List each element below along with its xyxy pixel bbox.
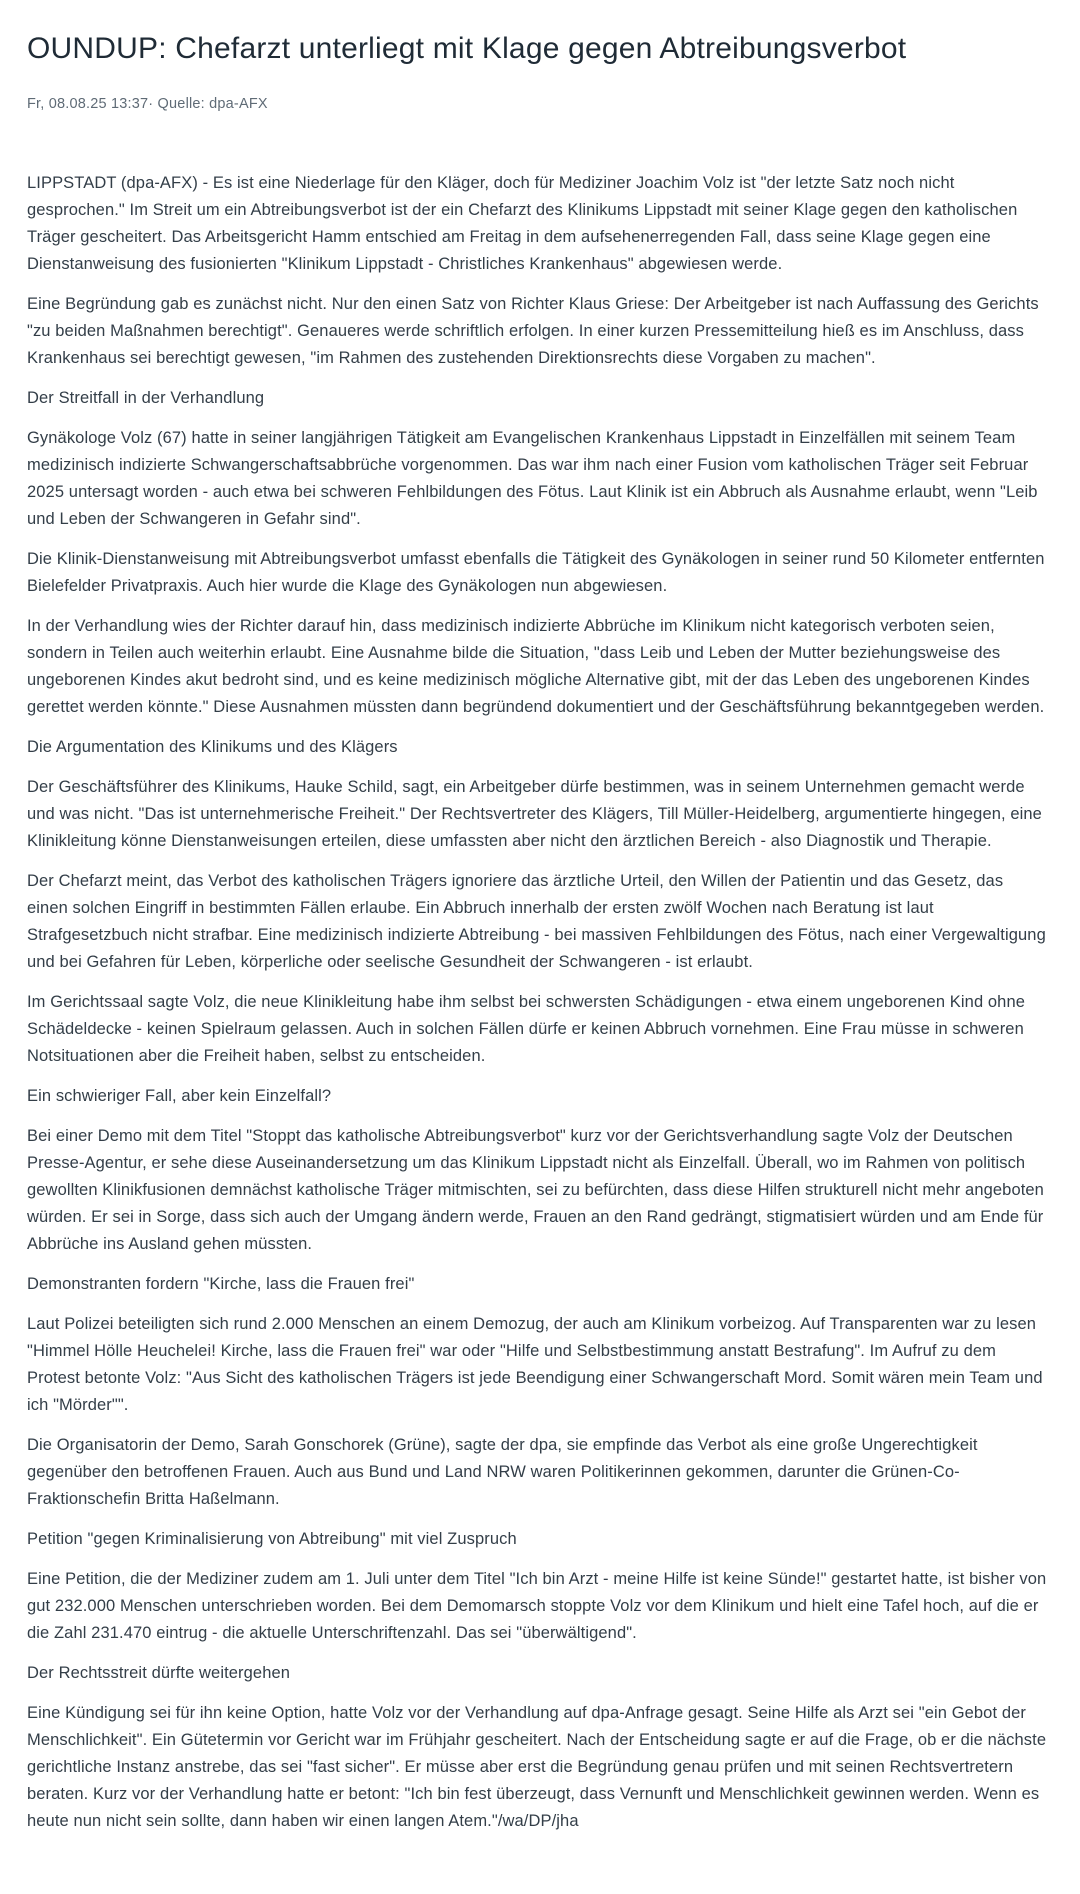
- article-paragraph: Der Geschäftsführer des Klinikums, Hauke Schild, sagt, ein Arbeitgeber dürfe bestimmen, was in seinem Unternehmen gemacht werde und was nicht. "Das ist unternehmerische Freiheit." Der Rechtsvertreter des Klägers, Till Müller-Heidelberg, argumentierte hingegen, eine Klinikleitung könne Dienstanweisungen erteilen, diese umfassten aber nicht den ärztlichen Bereich - also Diagnostik und Therapie.: [27, 778, 1042, 850]
- article-paragraph: Eine Petition, die der Mediziner zudem am 1. Juli unter dem Titel "Ich bin Arzt - meine Hilfe ist keine Sünde!" gestartet hatte, ist bisher von gut 232.000 Menschen unterschrieben worden. Bei dem Demomarsch stoppte Volz vor dem Klinikum und hielt eine Tafel hoch, auf die er die Zahl 231.470 eintrug - die aktuelle Unterschriftenzahl. Das sei "überwältigend".: [27, 1570, 1047, 1642]
- article-paragraph: Im Gerichtssaal sagte Volz, die neue Klinikleitung habe ihm selbst bei schwersten Schädigungen - etwa einem ungeborenen Kind ohne Schädeldecke - keinen Spielraum gelassen. Auch in solchen Fällen dürfe er keinen Abbruch vornehmen. Eine Frau müsse in schweren Notsituationen aber die Freiheit haben, selbst zu entscheiden.: [27, 993, 1026, 1065]
- article-paragraph: Die Organisatorin der Demo, Sarah Gonschorek (Grüne), sagte der dpa, sie empfinde das Verbot als eine große Ungerechtigkeit gegenüber den betroffenen Frauen. Auch aus Bund und Land NRW waren Politikerinnen gekommen, darunter die Grünen-Co-Fraktionschefin Britta Haßelmann.: [27, 1436, 978, 1508]
- section-heading: Der Streitfall in der Verhandlung: [27, 389, 265, 407]
- article-body: [27, 170, 1048, 1835]
- section-heading: Demonstranten fordern "Kirche, lass die Frauen frei": [27, 1275, 415, 1293]
- section-heading: Der Rechtsstreit dürfte weitergehen: [27, 1664, 291, 1682]
- section-heading: Petition "gegen Kriminalisierung von Abtreibung" mit viel Zuspruch: [27, 1530, 517, 1548]
- article-paragraph: Laut Polizei beteiligten sich rund 2.000 Menschen an einem Demozug, der auch am Klinikum vorbeizog. Auf Transparenten war zu lesen "Himmel Hölle Heuchelei! Kirche, lass die Frauen frei" war oder "Hilfe und Selbstbestimmung anstatt Bestrafung". Im Aufruf zu dem Protest betonte Volz: "Aus Sicht des katholischen Trägers ist jede Beendigung einer Schwangerschaft Mord. Somit wären mein Team und ich "Mörder"".: [27, 1315, 1043, 1414]
- article-paragraph: Die Klinik-Dienstanweisung mit Abtreibungsverbot umfasst ebenfalls die Tätigkeit des Gynäkologen in seiner rund 50 Kilometer entfernten Bielefelder Privatpraxis. Auch hier wurde die Klage des Gynäkologen nun abgewiesen.: [27, 550, 1045, 595]
- article-paragraph: LIPPSTADT (dpa-AFX) - Es ist eine Niederlage für den Kläger, doch für Mediziner Joachim Volz ist "der letzte Satz noch nicht gesprochen." Im Streit um ein Abtreibungsverbot ist der ein Chefarzt des Klinikums Lippstadt mit seiner Klage gegen den katholischen Träger gescheitert. Das Arbeitsgericht Hamm entschied am Freitag in dem aufsehenerregenden Fall, dass seine Klage gegen eine Dienstanweisung des fusionierten "Klinikum Lippstadt - Christliches Krankenhaus" abgewiesen werde.: [27, 174, 1018, 273]
- article-meta: Fr, 08.08.25 13:37· Quelle: dpa-AFX: [27, 96, 268, 112]
- article-paragraph: In der Verhandlung wies der Richter darauf hin, dass medizinisch indizierte Abbrüche im Klinikum nicht kategorisch verboten seien, sondern in Teilen auch weiterhin erlaubt. Eine Ausnahme bilde die Situation, "dass Leib und Leben der Mutter beziehungsweise des ungeborenen Kindes akut bedroht sind, und es keine medizinisch mögliche Alternative gibt, mit der das Leben des ungeborenen Kindes gerettet werden könnte." Diese Ausnahmen müssten dann begründend dokumentiert und der Geschäftsführung bekanntgegeben werden.: [27, 617, 1045, 716]
- article-paragraph: Gynäkologe Volz (67) hatte in seiner langjährigen Tätigkeit am Evangelischen Krankenhaus Lippstadt in Einzelfällen mit seinem Team medizinisch indizierte Schwangerschaftsabbrüche vorgenommen. Das war ihm nach einer Fusion vom katholischen Träger seit Februar 2025 untersagt worden - auch etwa bei schweren Fehlbildungen des Fötus. Laut Klinik ist ein Abbruch als Ausnahme erlaubt, wenn "Leib und Leben der Schwangeren in Gefahr sind".: [27, 429, 1038, 528]
- section-heading: Ein schwieriger Fall, aber kein Einzelfall?: [27, 1087, 332, 1105]
- article-paragraph: Eine Begründung gab es zunächst nicht. Nur den einen Satz von Richter Klaus Griese: Der Arbeitgeber ist nach Auffassung des Gerichts "zu beiden Maßnahmen berechtigt". Genaueres werde schriftlich erfolgen. In einer kurzen Pressemitteilung hieß es im Anschluss, dass Krankenhaus sei berechtigt gewesen, "im Rahmen des zustehenden Direktionsrechts diese Vorgaben zu machen".: [27, 295, 1039, 367]
- article-paragraph: Bei einer Demo mit dem Titel "Stoppt das katholische Abtreibungsverbot" kurz vor der Gerichtsverhandlung sagte Volz der Deutschen Presse-Agentur, er sehe diese Auseinandersetzung um das Klinikum Lippstadt nicht als Einzelfall. Überall, wo im Rahmen von politisch gewollten Klinikfusionen demnächst katholische Träger mitmischten, sei zu befürchten, dass diese Hilfen strukturell nicht mehr angeboten würden. Er sei in Sorge, dass sich auch der Umgang ändern werde, Frauen an den Rand gedrängt, stigmatisiert würden und am Ende für Abbrüche ins Ausland gehen müssten.: [27, 1127, 1044, 1253]
- section-heading: Die Argumentation des Klinikums und des Klägers: [27, 738, 398, 756]
- article-paragraph: Eine Kündigung sei für ihn keine Option, hatte Volz vor der Verhandlung auf dpa-Anfrage gesagt. Seine Hilfe als Arzt sei "ein Gebot der Menschlichkeit". Ein Gütetermin vor Gericht war im Frühjahr gescheitert. Nach der Entscheidung sagte er auf die Frage, ob er die nächste gerichtliche Instanz anstrebe, das sei "fast sicher". Er müsse aber erst die Begründung genau prüfen und mit seinen Rechtsvertretern beraten. Kurz vor der Verhandlung hatte er betont: "Ich bin fest überzeugt, dass Vernunft und Menschlichkeit gewinnen werden. Wenn es heute nun nicht sein sollte, dann haben wir einen langen Atem."/wa/DP/jha: [27, 1704, 1047, 1830]
- article-paragraph: Der Chefarzt meint, das Verbot des katholischen Trägers ignoriere das ärztliche Urteil, den Willen der Patientin und das Gesetz, das einen solchen Eingriff in bestimmten Fällen erlaube. Ein Abbruch innerhalb der ersten zwölf Wochen nach Beratung ist laut Strafgesetzbuch nicht strafbar. Eine medizinisch indizierte Abtreibung - bei massiven Fehlbildungen des Fötus, nach einer Vergewaltigung und bei Gefahren für Leben, körperliche oder seelische Gesundheit der Schwangeren - ist erlaubt.: [27, 872, 1046, 971]
- article-title: OUNDUP: Chefarzt unterliegt mit Klage gegen Abtreibungsverbot: [27, 32, 907, 65]
